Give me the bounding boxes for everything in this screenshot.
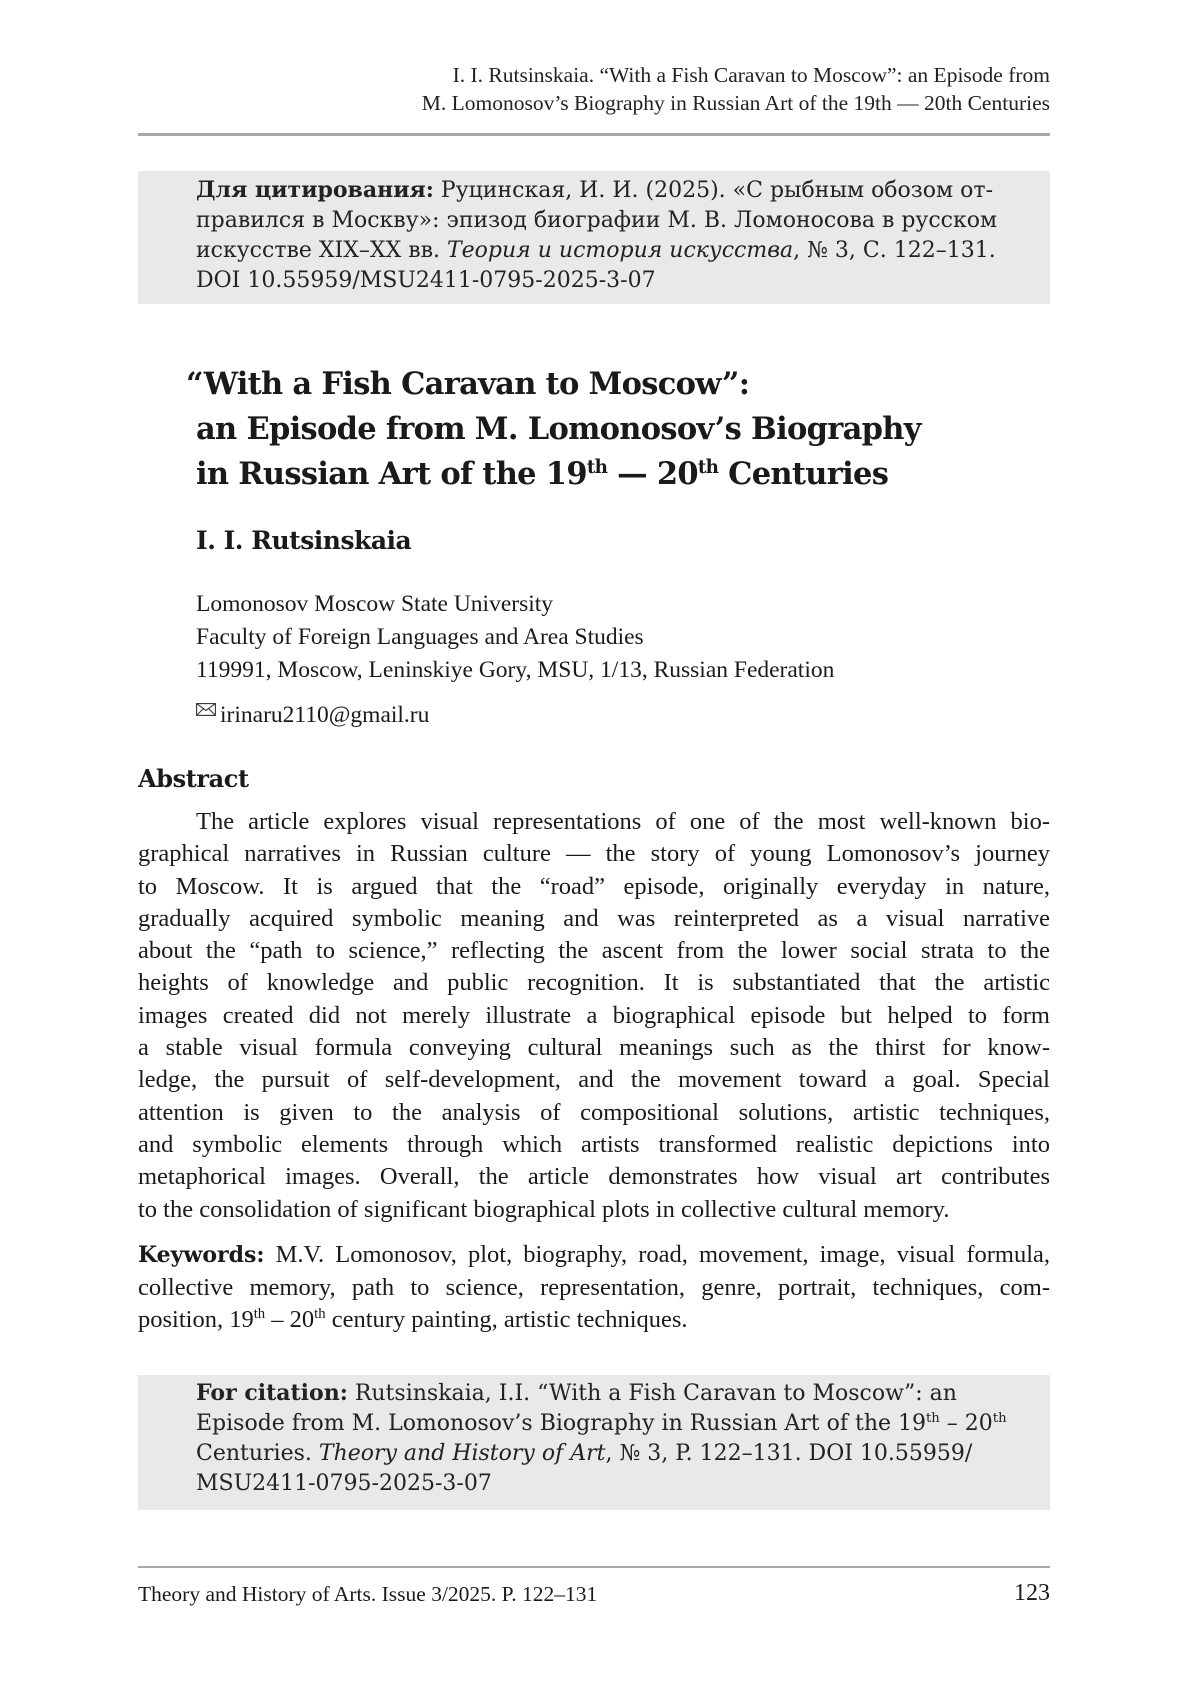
- citation-ru-doi: DOI 10.55959/MSU2411-0795-2025-3-07: [196, 268, 656, 293]
- abstract-line: about the “path to science,” reflecting the ascent from the lower social strata to the: [138, 937, 1050, 965]
- abstract-line: ledge, the pursuit of self-development, and the movement toward a goal. Special: [138, 1066, 1050, 1094]
- header-rule: [138, 133, 1050, 136]
- abstract-line: gradually acquired symbolic meaning and was reinterpreted as a visual narrative: [138, 904, 1050, 932]
- abstract-line: heights of knowledge and public recognition. It is substantiated that the artistic: [138, 969, 1050, 997]
- footer-rule: [138, 1566, 1050, 1568]
- running-head-line-1: I. I. Rutsinskaia. “With a Fish Caravan to Moscow”: an Episode from: [452, 63, 1050, 87]
- citation-ru-line-2: правился в Москву»: эпизод биографии М. В. Ломоносова в русском: [196, 208, 998, 233]
- citation-ru-journal: Теория и история искусства: [446, 238, 794, 263]
- abstract-line: and symbolic elements through which artists transformed realistic depictions into: [138, 1130, 1050, 1158]
- keywords-line-2: collective memory, path to science, representation, genre, portrait, techniques, com-: [138, 1273, 1050, 1301]
- citation-ru-line-3a: искусстве XIX–XX вв.: [196, 238, 447, 263]
- abstract-line: The article explores visual representations of one of the most well-known bio-: [196, 808, 1050, 835]
- abstract-line: graphical narratives in Russian culture — the story of young Lomonosov’s journey: [138, 840, 1050, 868]
- page-number: 123: [1014, 1580, 1050, 1606]
- affiliation-address: 119991, Moscow, Leninskiye Gory, MSU, 1/13, Russian Federation: [196, 657, 835, 683]
- affiliation: [196, 588, 834, 687]
- citation-ru-label: Для цитирования:: [196, 177, 434, 203]
- title-line-1: “With a Fish Caravan to Moscow”:: [186, 366, 750, 402]
- abstract-heading: Abstract: [138, 764, 249, 793]
- keywords-line-1: M.V. Lomonosov, plot, biography, road, movement, image, visual formula,: [275, 1241, 1050, 1268]
- citation-en-line-3a: Centuries.: [196, 1441, 319, 1466]
- citation-en-line-1: Rutsinskaia, I.I. “With a Fish Caravan to Moscow”: an: [354, 1381, 957, 1406]
- keywords: [138, 1239, 1050, 1337]
- keywords-line-3: position, 19th – 20th century painting, artistic techniques.: [138, 1306, 688, 1333]
- abstract-body: [138, 806, 1050, 1226]
- running-head-line-2: M. Lomonosov’s Biography in Russian Art of the 19th — 20th Centuries: [421, 91, 1050, 115]
- citation-en-line-2: Episode from M. Lomonosov’s Biography in Russian Art of the 19th – 20th: [196, 1411, 1007, 1436]
- author-name: I. I. Rutsinskaia: [196, 526, 412, 555]
- abstract-line: to the consolidation of significant biographical plots in collective cultural memory.: [138, 1195, 950, 1223]
- footer-journal: Theory and History of Arts. Issue 3/2025. P. 122–131: [138, 1582, 598, 1606]
- affiliation-university: Lomonosov Moscow State University: [196, 591, 554, 617]
- citation-box-english: [138, 1375, 1050, 1510]
- abstract-line: to Moscow. It is argued that the “road” episode, originally everyday in nature,: [138, 872, 1050, 900]
- citation-en-line-3b: , № 3, P. 122–131. DOI 10.55959/: [605, 1441, 973, 1466]
- citation-ru-line-3b: , № 3, С. 122–131.: [793, 238, 996, 263]
- keywords-label: Keywords:: [138, 1242, 265, 1268]
- abstract-line: attention is given to the analysis of compositional solutions, artistic techniques,: [138, 1098, 1050, 1126]
- title-line-3: in Russian Art of the 19th — 20th Centuries: [196, 456, 889, 492]
- abstract-line: images created did not merely illustrate a biographical episode but helped to form: [138, 1001, 1050, 1029]
- citation-ru-line-1: Руцинская, И. И. (2025). «С рыбным обозом от-: [440, 178, 994, 203]
- citation-en-journal: Theory and History of Art: [318, 1441, 606, 1466]
- abstract-line: a stable visual formula conveying cultural meanings such as the thirst for know-: [138, 1034, 1050, 1062]
- email-address[interactable]: irinaru2110@gmail.ru: [220, 702, 430, 728]
- citation-en-label: For citation:: [196, 1380, 348, 1406]
- abstract-line: metaphorical images. Overall, the article demonstrates how visual art contributes: [138, 1163, 1050, 1191]
- citation-box-russian: [138, 171, 1050, 304]
- author-email: [196, 700, 429, 730]
- title-line-2: an Episode from M. Lomonosov’s Biography: [196, 411, 921, 447]
- citation-en-doi: MSU2411-0795-2025-3-07: [196, 1471, 492, 1496]
- article-title: [186, 362, 921, 497]
- running-head: [138, 61, 1050, 117]
- affiliation-faculty: Faculty of Foreign Languages and Area Studies: [196, 624, 644, 650]
- envelope-icon: [196, 703, 216, 716]
